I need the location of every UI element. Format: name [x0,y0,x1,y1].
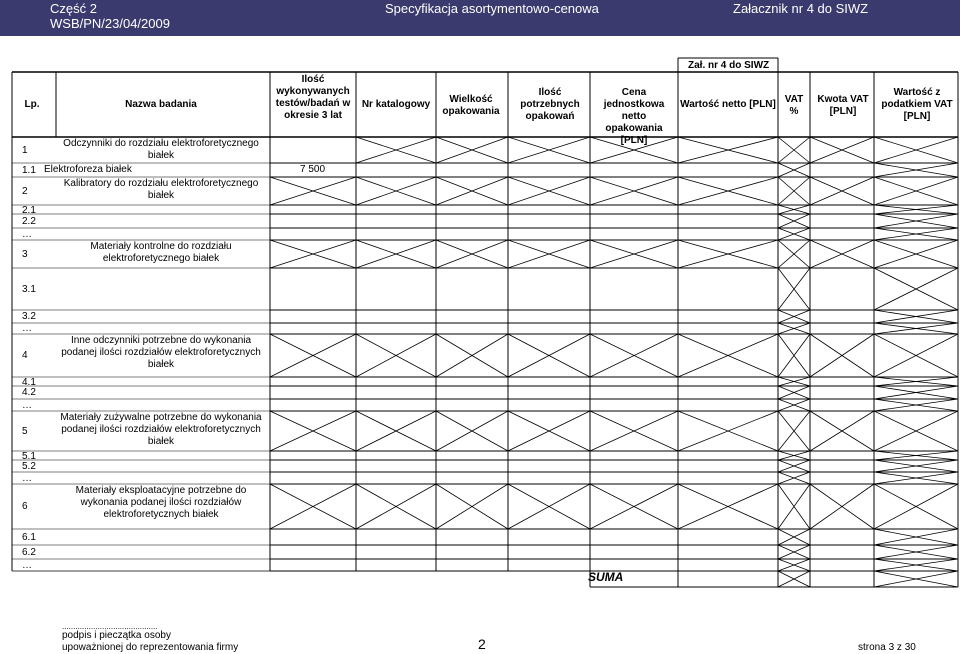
row-lp: 5.1 [22,451,36,462]
row-lp: 4.2 [22,387,36,398]
row-name: Odczynniki do rozdziału elektroforetycznego białek [63,138,259,161]
row-lp: 1.1 [22,164,36,176]
reference-number: WSB/PN/23/04/2009 [50,16,170,31]
row-lp: 5 [22,425,28,437]
row-name: Materiały kontrolne do rozdziału elektroforetycznego białek [90,241,232,264]
col-header-vat: VAT % [784,94,804,117]
row-lp: 6 [22,501,28,512]
row-name: Elektroforeza białek [44,164,132,175]
col-header-package-count: Ilość potrzebnych opakowań [520,87,580,122]
page-of: strona 3 z 30 [858,642,916,653]
signature-line1: podpis i pieczątka osoby [62,630,171,641]
row-lp: 2.1 [22,205,36,216]
row-lp: 4.1 [22,377,36,388]
page-number: 2 [478,636,486,652]
row-lp: … [22,228,32,240]
row-lp: … [22,472,32,484]
col-header-name: Nazwa badania [125,99,197,110]
row-name: Materiały eksploatacyjne potrzebne do wykonania podanej ilości rozdziałów elektroforetycznych białek [75,485,247,520]
col-header-package-size: Wielkość opakowania [442,94,500,117]
col-header-unit-price: Cena jednostkowa netto opakowania [PLN] [603,87,665,146]
col-header-catalog: Nr katalogowy [361,99,431,110]
signature-dots: ........................................... [62,622,158,631]
col-header-gross-value: Wartość z podatkiem VAT [PLN] [881,87,953,122]
col-header-lp: Lp. [24,99,40,110]
row-lp: 3.1 [22,283,36,295]
col-header-net-value: Wartość netto [PLN] [680,99,776,110]
document-title: Specyfikacja asortymentowo-cenowa [385,1,599,16]
row-name: Inne odczynniki potrzebne do wykonania podanej ilości rozdziałów elektroforetycznych białek [61,335,261,370]
col-header-vat-amount: Kwota VAT [PLN] [817,94,869,117]
row-name: Materiały zużywalne potrzebne do wykonania podanej ilości rozdziałów elektroforetycznych białek [60,412,262,447]
part-label: Część 2 [50,1,97,16]
row-lp: 5.2 [22,460,36,472]
sum-label: SUMA [588,570,624,584]
row-name: Kalibratory do rozdziału elektroforetycznego białek [63,178,259,201]
row-lp: 4 [22,350,28,361]
signature-line2: upoważnionej do reprezentowania firmy [62,642,239,653]
row-lp: 6.2 [22,546,36,558]
row-lp: 3 [22,248,28,260]
row-lp: 6.1 [22,531,36,543]
col-header-tests: Ilość wykonywanych testów/badań w okresie 3 lat [275,74,351,121]
table-caption: Zał. nr 4 do SIWZ [688,60,770,71]
row-lp: 1 [22,144,28,156]
row-qty: 7 500 [300,164,326,175]
row-lp: 2.2 [22,215,36,227]
row-lp: … [22,559,32,571]
row-lp: 2 [22,185,28,197]
annex-label: Załacznik nr 4 do SIWZ [733,1,869,16]
row-lp: … [22,399,32,411]
row-lp: 3.2 [22,311,36,322]
row-lp: … [22,323,32,334]
